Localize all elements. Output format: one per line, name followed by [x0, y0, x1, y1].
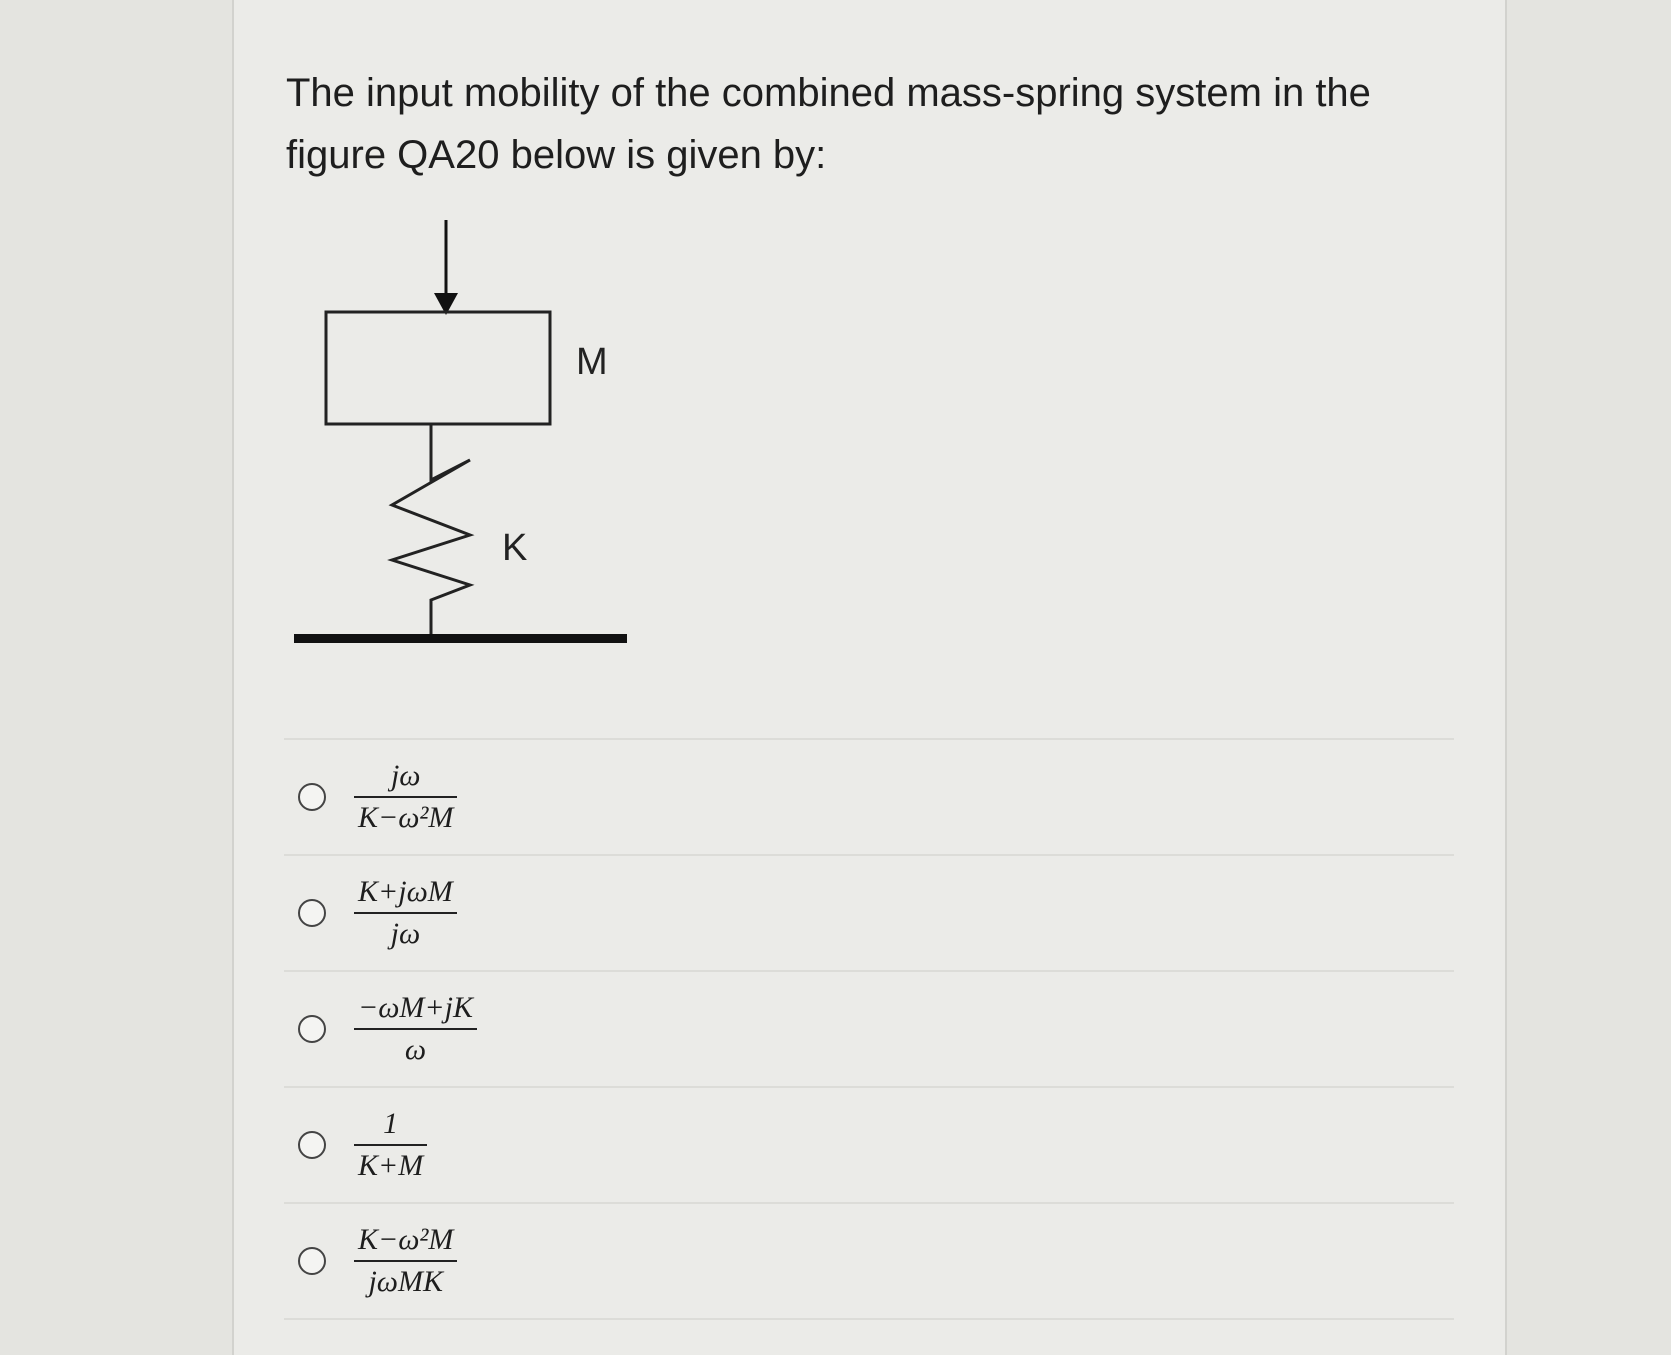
fraction-bar [354, 1260, 457, 1262]
question-text: The input mobility of the combined mass-spring system in the figure QA20 below is given by: [286, 71, 1371, 177]
option-4-formula [354, 1106, 427, 1184]
fraction-bar [354, 796, 457, 798]
option-1-numerator: jω [390, 759, 421, 792]
option-3-denominator: ω [404, 1033, 427, 1066]
option-3-formula [354, 990, 477, 1068]
fraction-bar [354, 1028, 477, 1030]
option-1-radio[interactable] [298, 783, 326, 811]
option-3-radio[interactable] [298, 1015, 326, 1043]
option-2[interactable] [284, 856, 1454, 972]
spring-label: K [502, 527, 528, 569]
fraction-bar [354, 912, 457, 914]
option-5-numerator: K−ω²M [358, 1223, 454, 1256]
option-1-formula [354, 758, 457, 836]
option-5-radio[interactable] [298, 1247, 326, 1275]
option-4-numerator: 1 [383, 1107, 399, 1140]
question-card [232, 0, 1507, 1355]
option-5[interactable] [284, 1204, 1454, 1320]
option-5-denominator: jωMK [368, 1265, 443, 1298]
mass-label: M [576, 341, 608, 383]
option-1-denominator: K−ω²M [358, 801, 454, 834]
option-5-formula [354, 1222, 457, 1300]
option-2-denominator: jω [390, 917, 421, 950]
ground [294, 634, 627, 643]
spring [392, 424, 470, 636]
option-2-formula [354, 874, 457, 952]
option-2-numerator: K+jωM [358, 875, 453, 908]
option-1[interactable] [284, 740, 1454, 856]
option-3-numerator: −ωM+jK [358, 991, 474, 1024]
option-4-radio[interactable] [298, 1131, 326, 1159]
option-2-radio[interactable] [298, 899, 326, 927]
mass-block [326, 312, 550, 424]
fraction-bar [354, 1144, 427, 1146]
option-3[interactable] [284, 972, 1454, 1088]
option-4-denominator: K+M [358, 1149, 424, 1182]
option-4[interactable] [284, 1088, 1454, 1204]
answer-options [284, 738, 1454, 1320]
mass-spring-figure [234, 0, 1509, 700]
